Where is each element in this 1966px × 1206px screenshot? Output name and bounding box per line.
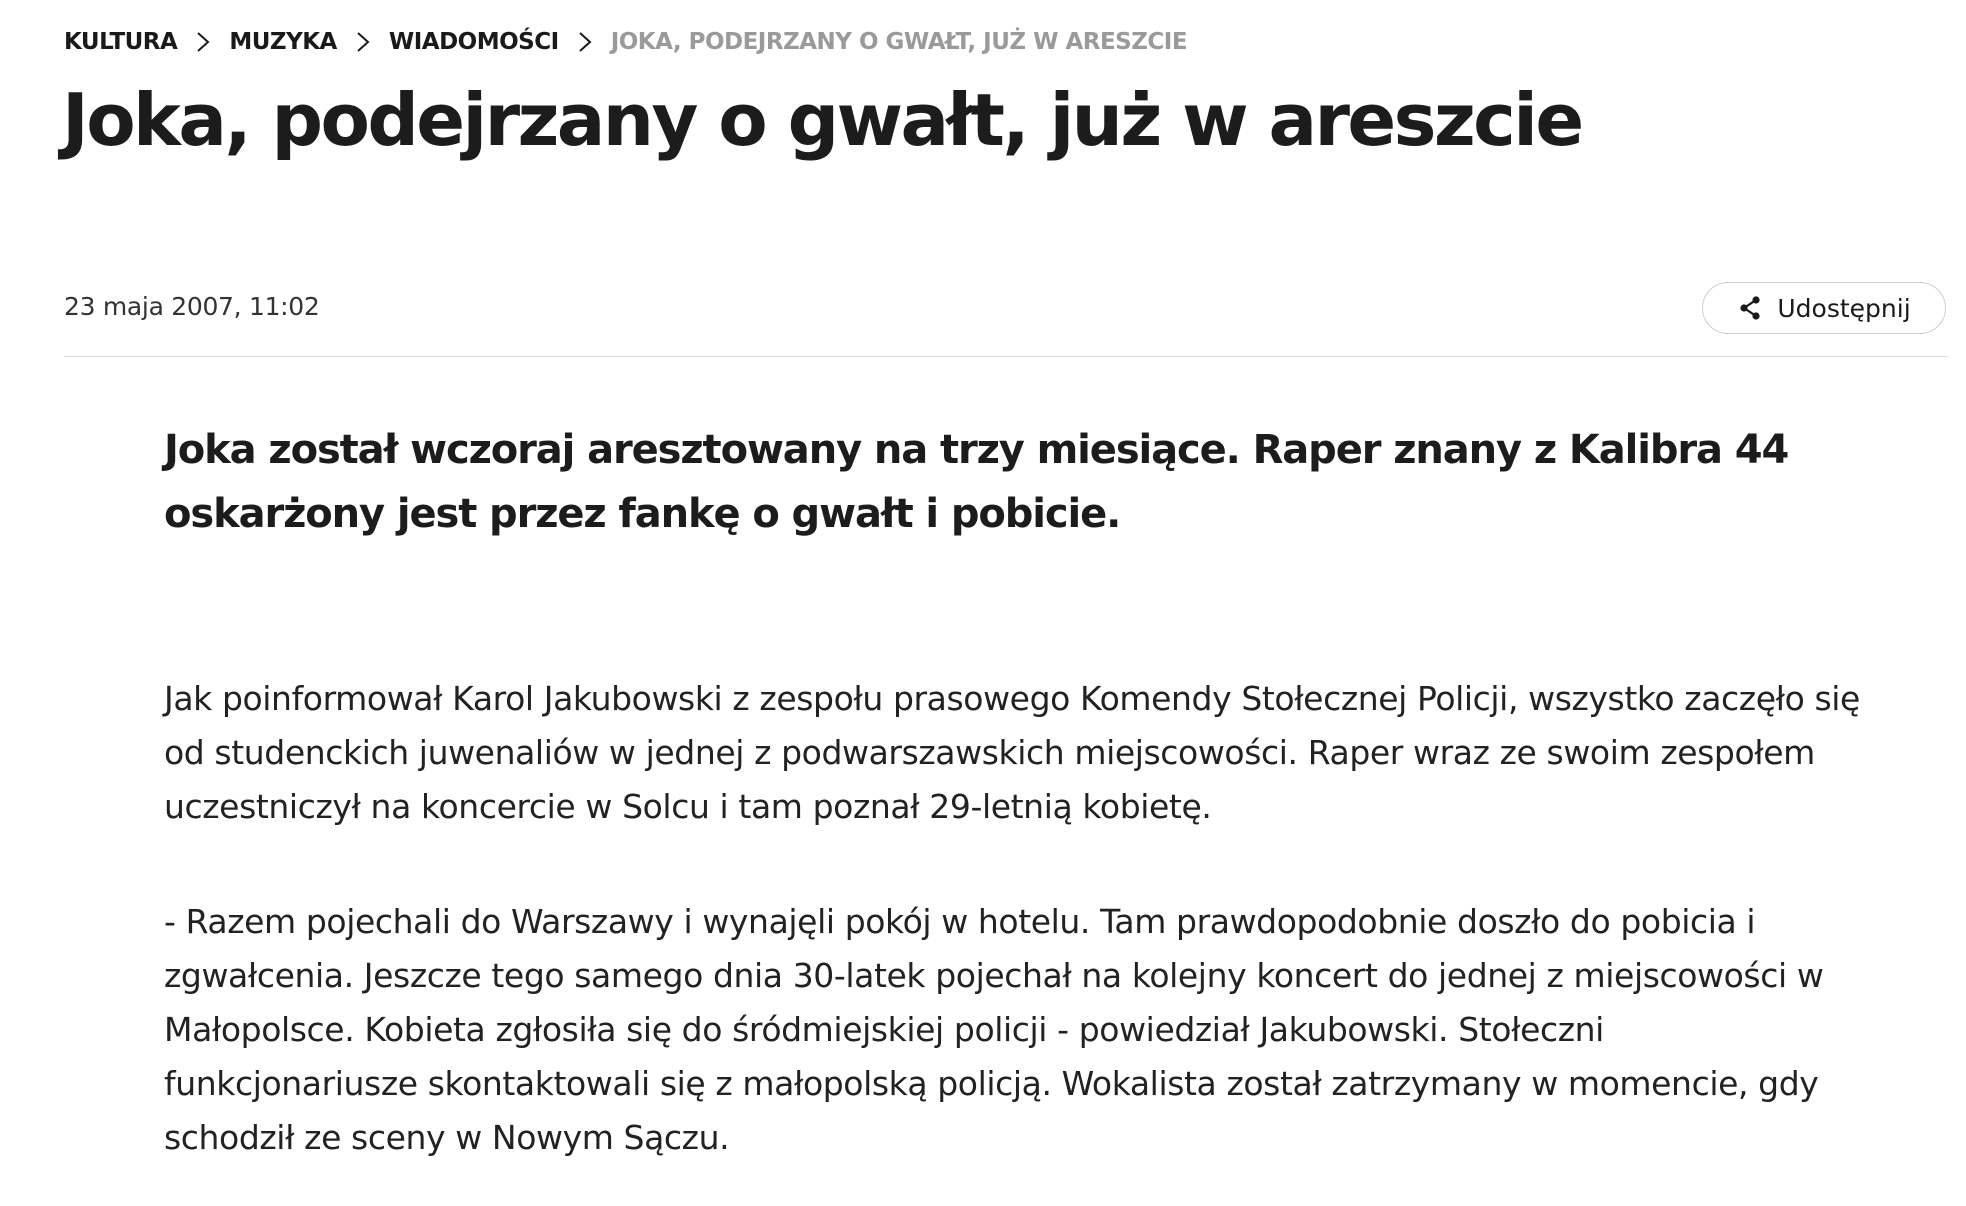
breadcrumb-item-kultura[interactable]: KULTURA (64, 29, 178, 55)
breadcrumb-item-wiadomosci[interactable]: WIADOMOŚCI (388, 29, 559, 55)
article-paragraph: Jak poinformował Karol Jakubowski z zespołu prasowego Komendy Stołecznej Policji, wszystko zaczęło się od studenckich juwenaliów w jednej z podwarszawskich miejscowości. Raper wraz ze swoim zespołem uczestniczył na koncercie w Solcu i tam poznał 29-letnią kobietę. (164, 679, 1860, 826)
share-button-label: Udostępnij (1777, 293, 1911, 323)
article-title: Joka, podejrzany o gwałt, już w areszcie (62, 78, 1582, 162)
chevron-right-icon (559, 22, 611, 62)
article-paragraph: - Razem pojechali do Warszawy i wynajęli pokój w hotelu. Tam prawdopodobnie doszło do pobicia i zgwałcenia. Jeszcze tego samego dnia 30-latek pojechał na kolejny koncert do jednej z miejscowości w Małopolsce. Kobieta zgłosiła się do śródmiejskiej policji - powiedział Jakubowski. Stołeczni funkcjonariusze skontaktowali się z małopolską policją. Wokalista został zatrzymany w momencie, gdy schodził ze sceny w Nowym Sączu. (164, 902, 1824, 1157)
breadcrumb-item-muzyka[interactable]: MUZYKA (229, 29, 337, 55)
divider (64, 356, 1948, 357)
share-button[interactable] (1702, 282, 1946, 334)
chevron-right-icon (337, 22, 389, 62)
breadcrumb (64, 22, 1187, 62)
breadcrumb-current: JOKA, PODEJRZANY O GWAŁT, JUŻ W ARESZCIE (610, 29, 1188, 55)
chevron-right-icon (177, 22, 229, 62)
article-date: 23 maja 2007, 11:02 (64, 292, 320, 321)
article-lead: Joka został wczoraj aresztowany na trzy miesiące. Raper znany z Kalibra 44 oskarżony jest przez fankę o gwałt i pobicie. (164, 427, 1789, 537)
share-icon (1737, 295, 1763, 321)
